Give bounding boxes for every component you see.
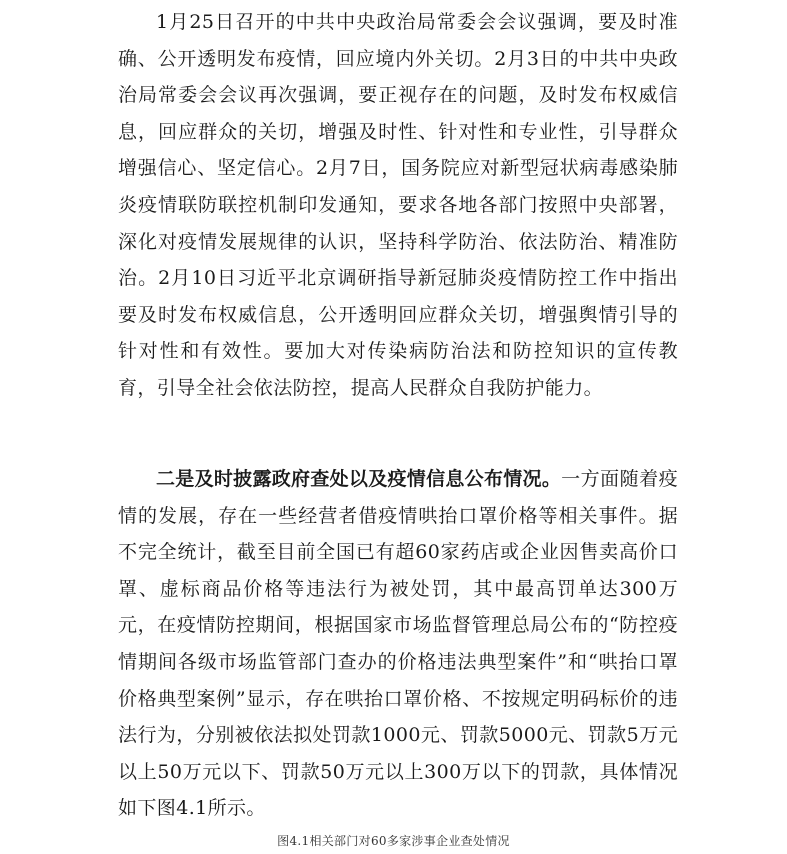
body-paragraph-1: 1月25日召开的中共中央政治局常委会会议强调，要及时准确、公开透明发布疫情，回应境内外关切。2月3日的中共中央政治局常委会会议再次强调，要正视存在的问题，及时发布权威信息，回应群众的关切，增强及时性、针对性和专业性，引导群众增强信心、坚定信心。2月7日，国务院应对新型冠状病毒感染肺炎疫情联防联控机制印发通知，要求各地各部门按照中央部署，深化对疫情发展规律的认识，坚持科学防治、依法防治、精准防治。2月10日习近平北京调研指导新冠肺炎疫情防控工作中指出要及时发布权威信息，公开透明回应群众关切，增强舆情引导的针对性和有效性。要加大对传染病防治法和防控知识的宣传教育，引导全社会依法防控，提高人民群众自我防护能力。 xyxy=(118,11,678,399)
paragraph-2-body: 一方面随着疫情的发展，存在一些经营者借疫情哄抬口罩价格等相关事件。据不完全统计，截至目前全国已有超60家药店或企业因售卖高价口罩、虚标商品价格等违法行为被处罚，其中最高罚单达300万元，在疫情防控期间，根据国家市场监督管理总局公布的“防控疫情期间各级市场监管部门查办的价格违法典型案件”和“哄抬口罩价格典型案例”显示，存在哄抬口罩价格、不按规定明码标价的违法行为，分别被依法拟处罚款1000元、罚款5000元、罚款5万元以上50万元以下、罚款50万元以上300万以下的罚款，具体情况如下图4.1所示。 xyxy=(118,468,679,820)
paragraph-2-lead-heading: 二是及时披露政府查处以及疫情信息公布情况。 xyxy=(156,468,562,490)
figure-caption: 图4.1相关部门对60多家涉事企业查处情况 xyxy=(277,834,510,848)
body-paragraph-2 xyxy=(118,461,678,827)
